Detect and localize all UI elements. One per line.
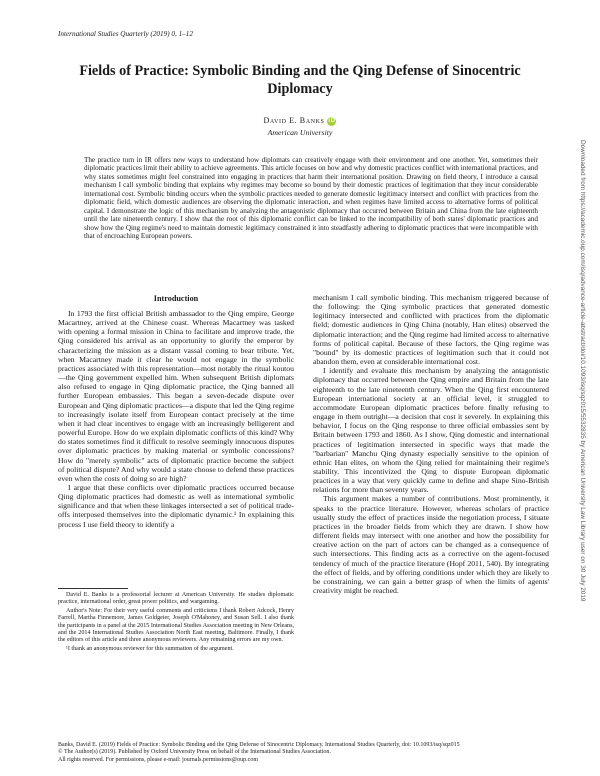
orcid-icon[interactable]: iD xyxy=(328,117,336,124)
author-line xyxy=(0,116,600,126)
abstract: The practice turn in IR offers new ways to understand how diplomats can creatively engage with their environment and one another. Yet, sometimes their diplomatic practices limit their ability to achieve agreements. This article focuses on how and why domestic practices conflict with international practices, and why states sometimes might feel constrained into engaging in practices that harm their international position. Drawing on field theory, I introduce a causal mechanism I call symbolic binding that explains why regimes may become so bound by their domestic practices of legitimation that they incur considerable international cost. Symbolic binding occurs when the symbolic practices needed to generate domestic legitimacy intersect and conflict with practices from the diplomatic field, which domestic audiences are observing the diplomatic interaction, and when regimes have limited access to alternative forms of political capital. I demonstrate the logic of this mechanism by analyzing the antagonistic diplomacy that occurred between Britain and China from the late eighteenth until the late nineteenth century. I show that the root of this diplomatic conflict can be linked to the incompatibility of both states' diplomatic practices and show how the Qing regime's need to maintain domestic legitimacy constrained it into steadfastly adhering to diplomatic practices that were incompatible with that of encroaching European powers. xyxy=(84,156,538,241)
footnote-rule xyxy=(58,588,128,589)
download-note: Downloaded from https://academic.oup.com/isq/advance-article-abstract/doi/10.1093/isq/sqz015/5532835 by American University Law Library user on 30 July 2019 xyxy=(579,140,586,602)
body-column-left xyxy=(58,309,294,529)
copyright-line: © The Author(s) (2019). Published by Oxford University Press on behalf of the International Studies Association. xyxy=(58,749,331,756)
footnote: ¹I thank an anonymous reviewer for this summation of the argument. xyxy=(66,645,234,652)
download-watermark xyxy=(579,140,591,740)
body-paragraph: I argue that these conflicts over diplomatic practices occurred because Qing diplomatic practices had domestic as well as international symbolic significance and that when these linkages intersected a set of political trade-offs interposed themselves into the diplomatic dynamic.¹ In explaining this process I use field theory to identify a xyxy=(58,482,294,529)
author-name: David E. Banks xyxy=(263,116,325,125)
running-header: International Studies Quarterly (2019) 0, 1–12 xyxy=(58,30,193,38)
citation-line: Banks, David E. (2019) Fields of Practice: Symbolic Binding and the Qing Defense of Sinocentric Diplomacy. International Studies Quarterly, doi: 10.1093/isq/sqz015 xyxy=(58,742,460,748)
body-column-right xyxy=(313,293,549,595)
body-paragraph: In 1793 the first official British ambassador to the Qing empire, George Macartney, arrived at the Chinese coast. Whereas Macartney was tasked with opening a formal mission in China to facilitate and improve trade, the Qing considered his arrival as an opportunity to glorify the emperor by characterizing the mission as a distant vassal coming to bear tribute. Yet, when Macartney made it clear he would not engage in the symbolic practices associated with this representation—most notably the ritual koutou—the Qing government expelled him. When subsequent British diplomats also refused to engage in Qing diplomatic practice, the Qing banned all further European embassies. This began a seven-decade dispute over European and Qing diplomatic practices—a dispute that led the Qing regime to increasingly isolate itself from European contact precisely at the time when it had clear incentives to engage with an increasingly belligerent and powerful Europe. How do we explain diplomatic conflicts of this kind? Why do states sometimes find it difficult to resolve seemingly innocuous disputes over diplomatic practices by making material or symbolic concessions? How do "merely symbolic" acts of diplomatic practice become the subject of political dispute? And why would a state choose to defend these practices even when the costs of doing so are high? xyxy=(58,309,294,483)
author-affiliation: American University xyxy=(267,128,333,137)
body-paragraph: This argument makes a number of contributions. Most prominently, it speaks to the practice literature. However, whereas scholars of practice usually study the effect of practices inside the negotiation process, I situate practices in the broader fields from which they are drawn. I show how different fields may intersect with one another and how the possibility for creative action on the part of actors can be changed as a consequence of such intersections. This finding acts as a corrective on the agent-focused tendency of much of the practice literature (Hopf 2011, 540). By integrating the effect of fields, and by offering conditions under which they are likely to be constraining, we can gain a better grasp of when the limits of agents' creativity might be reached. xyxy=(313,494,549,595)
paper-title: Fields of Practice: Symbolic Binding and the Qing Defense of Sinocentric Diplomacy xyxy=(79,63,521,97)
footnote: David E. Banks is a professorial lecturer at American University. He studies diplomatic practice, international order, great power politics, and wargaming. xyxy=(58,592,294,606)
footnotes xyxy=(58,592,294,654)
footnote: Author's Note: For their very useful comments and criticisms I thank Robert Adcock, Henry Farrell, Martha Finnemore, James Goldgeier, Joseph O'Mahoney, and Susan Sell. I also thank the participants in a panel at the 2015 International Studies Association meeting in New Orleans, and the 2014 International Studies Association North East meeting, Baltimore. Finally, I thank the editors of this article and three anonymous reviewers. Any remaining errors are my own. xyxy=(58,607,294,644)
body-paragraph: mechanism I call symbolic binding. This mechanism triggered because of the following: the Qing symbolic practices that generated domestic legitimacy intersected and conflicted with practices from the diplomatic field; domestic audiences in Qing China (notably, Han elites) observed the diplomatic interaction; and the Qing regime had limited access to alternative forms of political capital. Because of these factors, the Qing regime was "bound" by its domestic practices of legitimation such that it could not abandon them, even at considerable international cost. xyxy=(313,293,549,367)
rights-line: All rights reserved. For permissions, please e-mail: journals.permissions@oup.com xyxy=(58,756,258,763)
page-footer xyxy=(58,742,528,764)
section-heading-introduction: Introduction xyxy=(153,294,199,303)
body-paragraph: I identify and evaluate this mechanism by analyzing the antagonistic diplomacy that occurred between the Qing empire and Britain from the late eighteenth to the late nineteenth century. When the Qing first encountered European international society at an official level, it struggled to accommodate European diplomatic practices before finally refusing to engage in them outright—a decision that cost it severely. In explaining this behavior, I focus on the Qing response to three official embassies sent by Britain between 1793 and 1860. As I show, Qing domestic and international practices of legitimation intersected in specific ways that made the "barbarian" Manchu Qing dynasty especially sensitive to the opinion of ethnic Han elites, on whom the Qing relied for maintaining their regime's stability. This incentivized the Qing to dispute European diplomatic practices in a way that very quickly came to define and shape Sino-British relations for more than seventy years. xyxy=(313,366,549,495)
